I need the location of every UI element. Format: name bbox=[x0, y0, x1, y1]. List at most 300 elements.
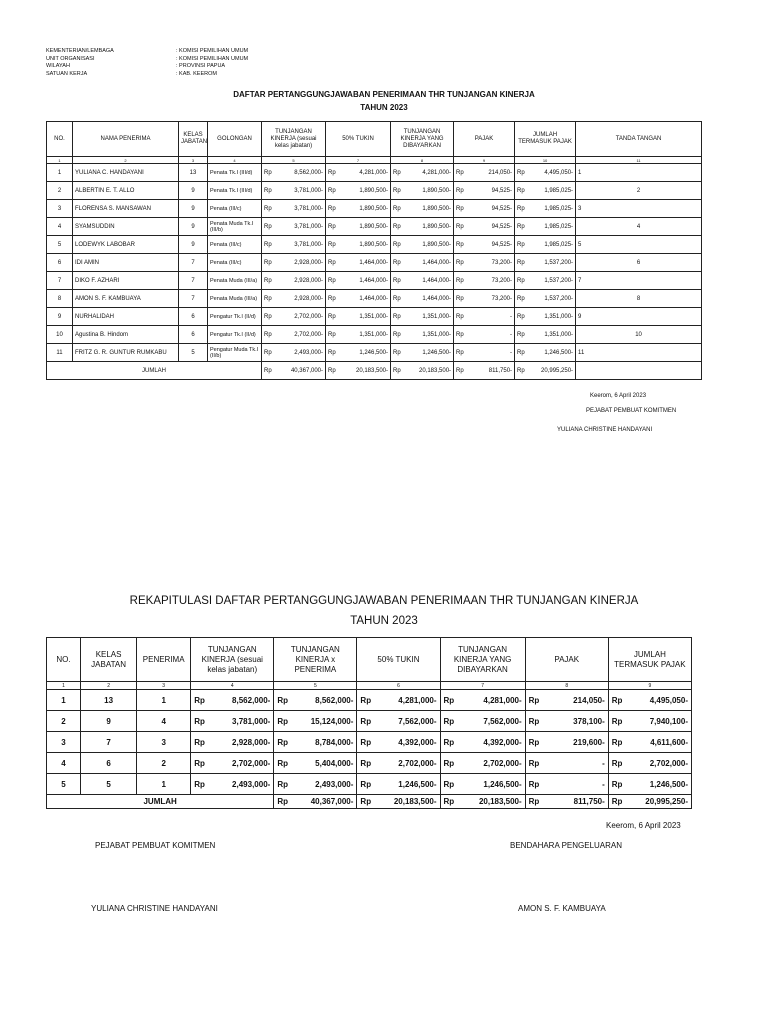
row-bayar: 1,351,000- bbox=[402, 326, 454, 344]
row-bayar: 1,351,000- bbox=[402, 308, 454, 326]
currency-label: Rp bbox=[262, 290, 273, 308]
meta-row bbox=[46, 56, 248, 64]
currency-label: Rp bbox=[515, 164, 526, 182]
row-golongan: Pengatur Tk.I (II/d) bbox=[208, 326, 262, 344]
recap-bayar: 4,392,000- bbox=[453, 732, 525, 753]
currency-label: Rp bbox=[357, 753, 370, 774]
currency-label: Rp bbox=[515, 362, 526, 380]
header-jumlah: JUMLAH TERMASUK PAJAK bbox=[515, 122, 576, 157]
total-tukin: 40,367,000- bbox=[273, 362, 326, 380]
recap-bayar: 7,562,000- bbox=[453, 711, 525, 732]
recap-header-no: NO. bbox=[47, 638, 81, 682]
row-pajak: 94,525- bbox=[465, 236, 515, 254]
row-signature: 8 bbox=[576, 290, 702, 308]
recap-bayar: 2,702,000- bbox=[453, 753, 525, 774]
row-no: 4 bbox=[47, 218, 73, 236]
row-kelas: 9 bbox=[179, 200, 208, 218]
recap-kelas: 6 bbox=[81, 753, 137, 774]
recap-total-row bbox=[47, 795, 692, 809]
row-kelas: 7 bbox=[179, 254, 208, 272]
recap-bayar: 4,281,000- bbox=[453, 690, 525, 711]
row-jumlah: 1,537,200- bbox=[526, 254, 576, 272]
currency-label: Rp bbox=[326, 290, 337, 308]
recap-header-kelas: KELAS JABATAN bbox=[81, 638, 137, 682]
row-nama: NURHALIDAH bbox=[73, 308, 179, 326]
currency-label: Rp bbox=[391, 164, 402, 182]
row-golongan: Penata (III/c) bbox=[208, 236, 262, 254]
recap-pajak: - bbox=[538, 753, 608, 774]
row-jumlah: 1,537,200- bbox=[526, 290, 576, 308]
row-tukin: 2,928,000- bbox=[273, 272, 326, 290]
row-nama: ALBERTIN E. T. ALLO bbox=[73, 182, 179, 200]
currency-label: Rp bbox=[274, 732, 287, 753]
recap-header-jumlah: JUMLAH TERMASUK PAJAK bbox=[608, 638, 691, 682]
recap-penerima: 1 bbox=[137, 690, 191, 711]
row-nama: AMON S. F. KAMBUAYA bbox=[73, 290, 179, 308]
row-kelas: 6 bbox=[179, 326, 208, 344]
currency-label: Rp bbox=[191, 753, 204, 774]
recap-total-pajak: 811,750- bbox=[538, 795, 608, 809]
row-half: 1,464,000- bbox=[337, 254, 391, 272]
row-pajak: 214,050- bbox=[465, 164, 515, 182]
col-number: 3 bbox=[137, 682, 191, 690]
row-kelas: 7 bbox=[179, 290, 208, 308]
row-tukin: 3,781,000- bbox=[273, 236, 326, 254]
currency-label: Rp bbox=[191, 690, 204, 711]
currency-label: Rp bbox=[274, 795, 287, 809]
total-half: 20,183,500- bbox=[337, 362, 391, 380]
currency-label: Rp bbox=[391, 362, 402, 380]
recap-header-bayar: TUNJANGAN KINERJA YANG DIBAYARKAN bbox=[440, 638, 525, 682]
recap-no: 4 bbox=[47, 753, 81, 774]
row-half: 4,281,000- bbox=[337, 164, 391, 182]
row-no: 3 bbox=[47, 200, 73, 218]
row-no: 8 bbox=[47, 290, 73, 308]
table-row bbox=[47, 254, 702, 272]
col-number: 4 bbox=[208, 157, 262, 164]
recap-jumlah: 4,495,050- bbox=[621, 690, 691, 711]
currency-label: Rp bbox=[515, 182, 526, 200]
table-row bbox=[47, 236, 702, 254]
recap-total-bayar: 20,183,500- bbox=[453, 795, 525, 809]
currency-label: Rp bbox=[440, 795, 453, 809]
row-kelas: 7 bbox=[179, 272, 208, 290]
recap-tukin: 2,928,000- bbox=[204, 732, 274, 753]
meta-value: : KOMISI PEMILIHAN UMUM bbox=[176, 55, 249, 62]
row-tukin: 2,928,000- bbox=[273, 290, 326, 308]
row-pajak: 94,525- bbox=[465, 182, 515, 200]
row-no: 9 bbox=[47, 308, 73, 326]
row-golongan: Penata Muda (III/a) bbox=[208, 290, 262, 308]
col-number: 4 bbox=[191, 682, 274, 690]
row-jumlah: 1,537,200- bbox=[526, 272, 576, 290]
total-pajak: 811,750- bbox=[465, 362, 515, 380]
recap-pajak: - bbox=[538, 774, 608, 795]
row-nama: Agustina B. Hindom bbox=[73, 326, 179, 344]
meta-label: WILAYAH bbox=[46, 63, 70, 69]
title-line-1: DAFTAR PERTANGGUNGJAWABAN PENERIMAAN THR TUNJANGAN KINERJA bbox=[233, 90, 535, 99]
recap-tukin: 2,493,000- bbox=[204, 774, 274, 795]
currency-label: Rp bbox=[515, 200, 526, 218]
total-signature-cell bbox=[576, 362, 702, 380]
recap-kelas: 13 bbox=[81, 690, 137, 711]
row-pajak: 73,200- bbox=[465, 254, 515, 272]
table-row bbox=[47, 308, 702, 326]
currency-label: Rp bbox=[191, 732, 204, 753]
row-jumlah: 1,985,025- bbox=[526, 182, 576, 200]
currency-label: Rp bbox=[326, 182, 337, 200]
header-half: 50% TUKIN bbox=[326, 122, 391, 157]
recap-half: 7,562,000- bbox=[370, 711, 440, 732]
row-signature: 1 bbox=[576, 164, 702, 182]
meta-label: SATUAN KERJA bbox=[46, 70, 88, 77]
currency-label: Rp bbox=[326, 164, 337, 182]
currency-label: Rp bbox=[391, 344, 402, 362]
table-row bbox=[47, 272, 702, 290]
row-signature: 9 bbox=[576, 308, 702, 326]
row-bayar: 1,464,000- bbox=[402, 272, 454, 290]
total-jumlah: 20,995,250- bbox=[526, 362, 576, 380]
currency-label: Rp bbox=[440, 732, 453, 753]
recap-pajak: 219,600- bbox=[538, 732, 608, 753]
col-number: 6 bbox=[357, 682, 440, 690]
row-jumlah: 1,985,025- bbox=[526, 200, 576, 218]
recap-no: 5 bbox=[47, 774, 81, 795]
recap-half: 2,702,000- bbox=[370, 753, 440, 774]
row-no: 2 bbox=[47, 182, 73, 200]
currency-label: Rp bbox=[262, 236, 273, 254]
recap-total-label: JUMLAH bbox=[47, 795, 274, 809]
row-signature: 5 bbox=[576, 236, 702, 254]
currency-label: Rp bbox=[454, 362, 465, 380]
row-signature: 6 bbox=[576, 254, 702, 272]
row-jumlah: 4,495,050- bbox=[526, 164, 576, 182]
recap-left-name: YULIANA CHRISTINE HANDAYANI bbox=[91, 904, 218, 913]
recap-penerima: 1 bbox=[137, 774, 191, 795]
currency-label: Rp bbox=[274, 690, 287, 711]
currency-label: Rp bbox=[326, 200, 337, 218]
currency-label: Rp bbox=[515, 272, 526, 290]
row-half: 1,464,000- bbox=[337, 272, 391, 290]
row-bayar: 1,890,500- bbox=[402, 218, 454, 236]
currency-label: Rp bbox=[326, 272, 337, 290]
recap-row bbox=[47, 774, 692, 795]
currency-label: Rp bbox=[262, 164, 273, 182]
row-nama: LODEWYK LABOBAR bbox=[73, 236, 179, 254]
row-no: 10 bbox=[47, 326, 73, 344]
currency-label: Rp bbox=[357, 795, 370, 809]
row-pajak: 73,200- bbox=[465, 272, 515, 290]
recap-kali: 8,562,000- bbox=[287, 690, 357, 711]
row-half: 1,351,000- bbox=[337, 308, 391, 326]
table-row bbox=[47, 218, 702, 236]
title-line-2: TAHUN 2023 bbox=[360, 103, 408, 112]
currency-label: Rp bbox=[515, 344, 526, 362]
table-header-row bbox=[47, 122, 702, 157]
row-nama: DIKO F. AZHARI bbox=[73, 272, 179, 290]
recap-no: 3 bbox=[47, 732, 81, 753]
row-bayar: 1,890,500- bbox=[402, 200, 454, 218]
currency-label: Rp bbox=[191, 774, 204, 795]
col-number: 11 bbox=[576, 157, 702, 164]
currency-label: Rp bbox=[391, 308, 402, 326]
recap-header-row bbox=[47, 638, 692, 682]
currency-label: Rp bbox=[391, 200, 402, 218]
total-row bbox=[47, 362, 702, 380]
recap-row bbox=[47, 753, 692, 774]
header-ttd: TANDA TANGAN bbox=[576, 122, 702, 157]
currency-label: Rp bbox=[274, 711, 287, 732]
row-half: 1,890,500- bbox=[337, 236, 391, 254]
currency-label: Rp bbox=[454, 344, 465, 362]
row-no: 6 bbox=[47, 254, 73, 272]
recap-kelas: 9 bbox=[81, 711, 137, 732]
row-nama: FRITZ G. R. GUNTUR RUMKABU bbox=[73, 344, 179, 362]
currency-label: Rp bbox=[191, 711, 204, 732]
row-jumlah: 1,985,025- bbox=[526, 218, 576, 236]
currency-label: Rp bbox=[525, 711, 538, 732]
currency-label: Rp bbox=[454, 254, 465, 272]
recap-total-half: 20,183,500- bbox=[370, 795, 440, 809]
row-nama: YULIANA C. HANDAYANI bbox=[73, 164, 179, 182]
row-bayar: 1,246,500- bbox=[402, 344, 454, 362]
currency-label: Rp bbox=[440, 690, 453, 711]
row-golongan: Penata Tk.I (III/d) bbox=[208, 182, 262, 200]
row-pajak: - bbox=[465, 326, 515, 344]
col-number: 1 bbox=[47, 157, 73, 164]
recap-column-number-row bbox=[47, 682, 692, 690]
currency-label: Rp bbox=[525, 732, 538, 753]
recap-pajak: 378,100- bbox=[538, 711, 608, 732]
currency-label: Rp bbox=[326, 236, 337, 254]
col-number: 2 bbox=[73, 157, 179, 164]
currency-label: Rp bbox=[525, 690, 538, 711]
row-tukin: 2,702,000- bbox=[273, 308, 326, 326]
recap-tukin: 2,702,000- bbox=[204, 753, 274, 774]
table-row bbox=[47, 290, 702, 308]
sign-name: YULIANA CHRISTINE HANDAYANI bbox=[557, 427, 653, 433]
currency-label: Rp bbox=[262, 182, 273, 200]
recap-kali: 15,124,000- bbox=[287, 711, 357, 732]
recap-jumlah: 1,246,500- bbox=[621, 774, 691, 795]
row-jumlah: 1,351,000- bbox=[526, 308, 576, 326]
recap-place-date: Keerom, 6 April 2023 bbox=[606, 821, 681, 830]
row-signature: 2 bbox=[576, 182, 702, 200]
currency-label: Rp bbox=[515, 308, 526, 326]
col-number: 10 bbox=[515, 157, 576, 164]
header-no: NO. bbox=[47, 122, 73, 157]
row-tukin: 2,493,000- bbox=[273, 344, 326, 362]
total-bayar: 20,183,500- bbox=[402, 362, 454, 380]
header-nama: NAMA PENERIMA bbox=[73, 122, 179, 157]
row-bayar: 1,890,500- bbox=[402, 236, 454, 254]
recap-half: 4,392,000- bbox=[370, 732, 440, 753]
sign-place-date: Keerom, 6 April 2023 bbox=[590, 393, 647, 399]
currency-label: Rp bbox=[391, 272, 402, 290]
currency-label: Rp bbox=[262, 362, 273, 380]
currency-label: Rp bbox=[515, 254, 526, 272]
currency-label: Rp bbox=[525, 774, 538, 795]
col-number: 8 bbox=[525, 682, 608, 690]
currency-label: Rp bbox=[357, 774, 370, 795]
recap-kelas: 5 bbox=[81, 774, 137, 795]
row-kelas: 9 bbox=[179, 218, 208, 236]
currency-label: Rp bbox=[608, 732, 621, 753]
currency-label: Rp bbox=[515, 290, 526, 308]
row-kelas: 13 bbox=[179, 164, 208, 182]
recap-tukin: 3,781,000- bbox=[204, 711, 274, 732]
currency-label: Rp bbox=[357, 711, 370, 732]
row-nama: IDI AMIN bbox=[73, 254, 179, 272]
meta-value: : KAB. KEEROM bbox=[176, 70, 217, 77]
row-golongan: Pengatur Muda Tk.I (II/b) bbox=[208, 344, 262, 362]
meta-label: UNIT ORGANISASI bbox=[46, 55, 95, 62]
row-golongan: Penata Muda Tk.I (III/b) bbox=[208, 218, 262, 236]
recap-right-role: BENDAHARA PENGELUARAN bbox=[510, 841, 623, 850]
currency-label: Rp bbox=[454, 164, 465, 182]
recap-header-pajak: PAJAK bbox=[525, 638, 608, 682]
recap-title bbox=[0, 591, 768, 631]
recap-right-name: AMON S. F. KAMBUAYA bbox=[518, 904, 606, 913]
currency-label: Rp bbox=[262, 344, 273, 362]
col-number: 9 bbox=[608, 682, 691, 690]
currency-label: Rp bbox=[608, 753, 621, 774]
row-pajak: 94,525- bbox=[465, 218, 515, 236]
row-tukin: 2,928,000- bbox=[273, 254, 326, 272]
header-golongan: GOLONGAN bbox=[208, 122, 262, 157]
meta-value: : PROVINSI PAPUA bbox=[176, 63, 226, 69]
col-number: 7 bbox=[326, 157, 391, 164]
currency-label: Rp bbox=[326, 326, 337, 344]
recap-kali: 8,784,000- bbox=[287, 732, 357, 753]
row-half: 1,464,000- bbox=[337, 290, 391, 308]
recap-half: 1,246,500- bbox=[370, 774, 440, 795]
currency-label: Rp bbox=[391, 290, 402, 308]
col-number: 2 bbox=[81, 682, 137, 690]
recap-row bbox=[47, 690, 692, 711]
sign-role: PEJABAT PEMBUAT KOMITMEN bbox=[586, 408, 677, 414]
recap-half: 4,281,000- bbox=[370, 690, 440, 711]
recap-title-line-2: TAHUN 2023 bbox=[350, 615, 418, 627]
recap-penerima: 3 bbox=[137, 732, 191, 753]
table-row bbox=[47, 326, 702, 344]
row-signature: 10 bbox=[576, 326, 702, 344]
recap-penerima: 2 bbox=[137, 753, 191, 774]
row-bayar: 1,464,000- bbox=[402, 290, 454, 308]
header-bayar: TUNJANGAN KINERJA YANG DIBAYARKAN bbox=[391, 122, 454, 157]
currency-label: Rp bbox=[274, 774, 287, 795]
recap-header-penerima: PENERIMA bbox=[137, 638, 191, 682]
meta-row bbox=[46, 63, 248, 71]
currency-label: Rp bbox=[326, 344, 337, 362]
row-bayar: 1,464,000- bbox=[402, 254, 454, 272]
currency-label: Rp bbox=[357, 732, 370, 753]
row-half: 1,351,000- bbox=[337, 326, 391, 344]
col-number: 9 bbox=[454, 157, 515, 164]
row-nama: SYAMSUDDIN bbox=[73, 218, 179, 236]
recap-tukin: 8,562,000- bbox=[204, 690, 274, 711]
currency-label: Rp bbox=[454, 200, 465, 218]
row-pajak: - bbox=[465, 308, 515, 326]
recap-header-half: 50% TUKIN bbox=[357, 638, 440, 682]
recap-no: 2 bbox=[47, 711, 81, 732]
row-no: 11 bbox=[47, 344, 73, 362]
row-half: 1,890,500- bbox=[337, 200, 391, 218]
page-title bbox=[0, 88, 768, 114]
currency-label: Rp bbox=[391, 254, 402, 272]
currency-label: Rp bbox=[391, 236, 402, 254]
row-golongan: Penata (III/c) bbox=[208, 254, 262, 272]
currency-label: Rp bbox=[262, 308, 273, 326]
currency-label: Rp bbox=[357, 690, 370, 711]
recap-row bbox=[47, 711, 692, 732]
currency-label: Rp bbox=[454, 308, 465, 326]
currency-label: Rp bbox=[391, 218, 402, 236]
recap-no: 1 bbox=[47, 690, 81, 711]
row-tukin: 3,781,000- bbox=[273, 218, 326, 236]
row-kelas: 9 bbox=[179, 236, 208, 254]
currency-label: Rp bbox=[440, 774, 453, 795]
row-golongan: Penata (III/c) bbox=[208, 200, 262, 218]
row-golongan: Penata Tk.I (III/d) bbox=[208, 164, 262, 182]
recap-bayar: 1,246,500- bbox=[453, 774, 525, 795]
currency-label: Rp bbox=[454, 218, 465, 236]
meta-value: : KOMISI PEMILIHAN UMUM bbox=[176, 48, 249, 54]
currency-label: Rp bbox=[608, 795, 621, 809]
currency-label: Rp bbox=[454, 182, 465, 200]
recap-jumlah: 2,702,000- bbox=[621, 753, 691, 774]
currency-label: Rp bbox=[525, 753, 538, 774]
recap-kelas: 7 bbox=[81, 732, 137, 753]
row-signature: 11 bbox=[576, 344, 702, 362]
currency-label: Rp bbox=[515, 326, 526, 344]
recap-header-kali: TUNJANGAN KINERJA x PENERIMA bbox=[274, 638, 357, 682]
currency-label: Rp bbox=[326, 254, 337, 272]
meta-label: KEMENTERIAN/LEMBAGA bbox=[46, 48, 114, 54]
row-tukin: 2,702,000- bbox=[273, 326, 326, 344]
document-meta bbox=[46, 48, 248, 78]
currency-label: Rp bbox=[326, 362, 337, 380]
currency-label: Rp bbox=[515, 218, 526, 236]
currency-label: Rp bbox=[326, 218, 337, 236]
row-pajak: 73,200- bbox=[465, 290, 515, 308]
total-label: JUMLAH bbox=[47, 362, 262, 380]
table-row bbox=[47, 164, 702, 182]
currency-label: Rp bbox=[262, 218, 273, 236]
recap-title-line-1: REKAPITULASI DAFTAR PERTANGGUNGJAWABAN PENERIMAAN THR TUNJANGAN KINERJA bbox=[129, 595, 639, 607]
currency-label: Rp bbox=[262, 254, 273, 272]
currency-label: Rp bbox=[608, 690, 621, 711]
row-tukin: 3,781,000- bbox=[273, 200, 326, 218]
currency-label: Rp bbox=[440, 711, 453, 732]
currency-label: Rp bbox=[391, 182, 402, 200]
currency-label: Rp bbox=[454, 290, 465, 308]
table-row bbox=[47, 344, 702, 362]
recap-left-role: PEJABAT PEMBUAT KOMITMEN bbox=[95, 841, 216, 850]
row-kelas: 6 bbox=[179, 308, 208, 326]
row-no: 7 bbox=[47, 272, 73, 290]
row-half: 1,890,500- bbox=[337, 218, 391, 236]
row-no: 1 bbox=[47, 164, 73, 182]
col-number: 1 bbox=[47, 682, 81, 690]
row-kelas: 9 bbox=[179, 182, 208, 200]
row-no: 5 bbox=[47, 236, 73, 254]
row-golongan: Penata Muda (III/a) bbox=[208, 272, 262, 290]
col-number: 5 bbox=[262, 157, 326, 164]
currency-label: Rp bbox=[525, 795, 538, 809]
header-tukin: TUNJANGAN KINERJA (sesuai kelas jabatan) bbox=[262, 122, 326, 157]
currency-label: Rp bbox=[391, 326, 402, 344]
